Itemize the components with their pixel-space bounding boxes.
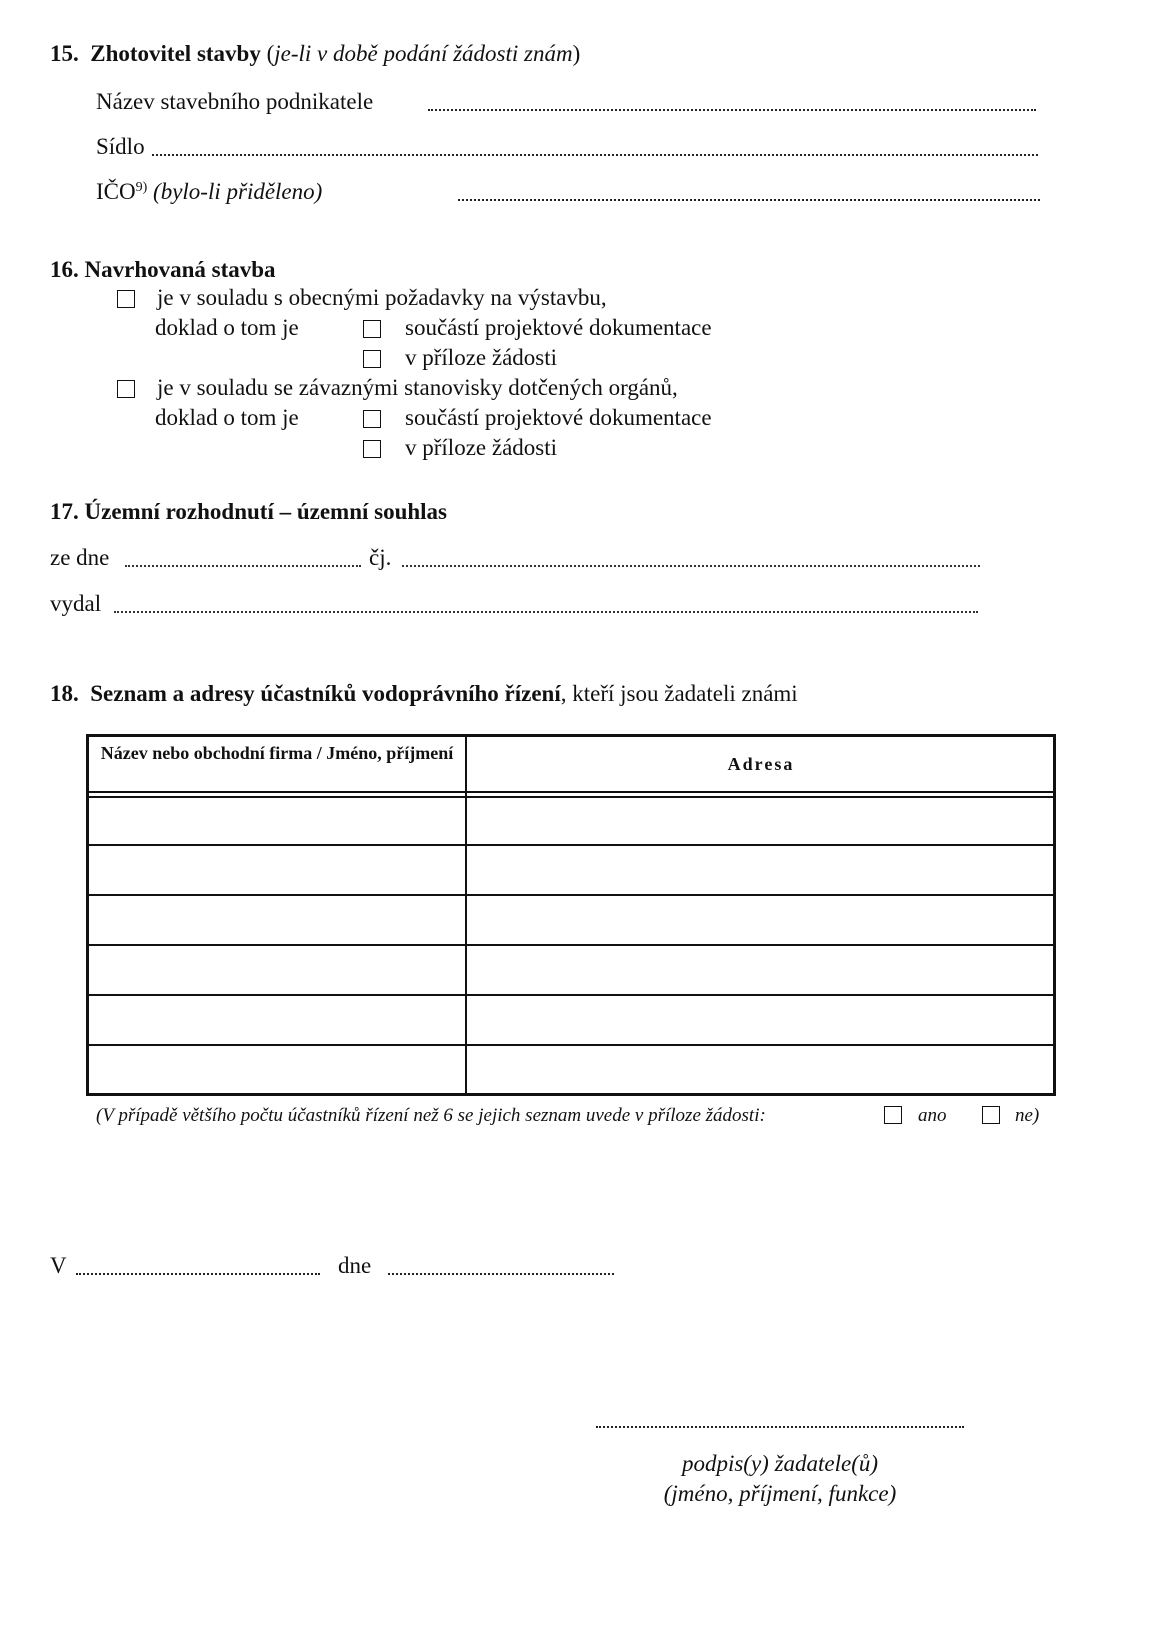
compliance-authorities-label: je v souladu se závaznými stanovisky dotčených orgánů, <box>157 375 678 400</box>
section-15-note: je-li v době podání žádosti znám <box>274 41 573 66</box>
table-row-3-address[interactable] <box>467 896 1053 944</box>
table-row-1-name[interactable] <box>89 796 463 844</box>
decision-issuer-label: vydal <box>50 591 102 616</box>
table-row-5-address[interactable] <box>467 996 1053 1044</box>
overflow-yes-checkbox[interactable] <box>884 1106 902 1124</box>
date-field[interactable] <box>388 1273 614 1275</box>
participants-overflow-note: (V případě většího počtu účastníků řízení než 6 se jejich seznam uvede v příloze žádosti: <box>96 1105 766 1126</box>
table-row-2-name[interactable] <box>89 846 463 894</box>
signature-caption-line1: podpis(y) žadatele(ů) <box>681 1451 879 1476</box>
place-label: V <box>50 1253 67 1278</box>
overflow-yes-label: ano <box>918 1105 947 1126</box>
contractor-ico-field[interactable] <box>458 199 1040 201</box>
proof-1-project-doc-checkbox[interactable] <box>363 320 381 338</box>
proof-label-2: doklad o tom je <box>155 405 299 430</box>
column-header-address: Adresa <box>727 754 795 774</box>
proof-2-attachment-checkbox[interactable] <box>363 440 381 458</box>
overflow-no-checkbox[interactable] <box>982 1106 1000 1124</box>
table-row-5-name[interactable] <box>89 996 463 1044</box>
contractor-seat-field[interactable] <box>152 154 1038 156</box>
table-row-2-address[interactable] <box>467 846 1053 894</box>
section-18-title: Seznam a adresy účastníků vodoprávního řízení <box>90 681 561 706</box>
column-header-name: Název nebo obchodní firma / Jméno, příjmení <box>100 743 454 763</box>
compliance-general-checkbox[interactable] <box>117 290 135 308</box>
ico-footnote: 9) <box>135 180 148 195</box>
compliance-authorities-checkbox[interactable] <box>117 380 135 398</box>
proof-1-project-doc-label: součástí projektové dokumentace <box>405 315 712 340</box>
participants-table <box>86 734 1056 1096</box>
decision-date-label: ze dne <box>50 545 110 570</box>
overflow-no-label: ne) <box>1015 1105 1040 1126</box>
decision-ref-field[interactable] <box>402 565 980 567</box>
proof-2-project-doc-checkbox[interactable] <box>363 410 381 428</box>
section-15-note-open: ( <box>266 41 275 66</box>
decision-date-field[interactable] <box>125 565 361 567</box>
section-18-heading <box>50 680 798 708</box>
section-15-title: Zhotovitel stavby <box>90 41 261 66</box>
proof-2-project-doc-label: součástí projektové dokumentace <box>405 405 712 430</box>
signature-caption-line2: (jméno, příjmení, funkce) <box>663 1481 897 1506</box>
place-field[interactable] <box>76 1273 320 1275</box>
section-17-title: 17. Územní rozhodnutí – územní souhlas <box>50 499 448 524</box>
section-15-number: 15. <box>50 41 79 66</box>
ico-label: IČO <box>96 179 136 204</box>
contractor-seat-label: Sídlo <box>96 134 145 159</box>
decision-issuer-field[interactable] <box>114 611 978 613</box>
section-16-title: 16. Navrhovaná stavba <box>50 257 276 282</box>
contractor-name-field[interactable] <box>428 109 1036 111</box>
section-15-note-close: ) <box>572 41 581 66</box>
table-row-3-name[interactable] <box>89 896 463 944</box>
proof-1-attachment-checkbox[interactable] <box>363 350 381 368</box>
proof-1-attachment-label: v příloze žádosti <box>405 345 558 370</box>
section-18-title-rest: , kteří jsou žadateli známi <box>560 681 798 706</box>
table-row-6-name[interactable] <box>89 1046 463 1093</box>
ico-note: (bylo-li přiděleno) <box>153 179 323 204</box>
proof-label-1: doklad o tom je <box>155 315 299 340</box>
table-row-6-address[interactable] <box>467 1046 1053 1093</box>
table-row-4-name[interactable] <box>89 946 463 994</box>
section-18-number: 18. <box>50 681 79 706</box>
compliance-general-label: je v souladu s obecnými požadavky na výstavbu, <box>157 285 607 310</box>
signature-line[interactable] <box>596 1426 964 1428</box>
proof-2-attachment-label: v příloze žádosti <box>405 435 558 460</box>
section-15-heading <box>50 40 580 68</box>
table-row-1-address[interactable] <box>467 796 1053 844</box>
contractor-name-label: Název stavebního podnikatele <box>96 89 374 114</box>
contractor-ico-label <box>96 178 322 206</box>
decision-ref-label: čj. <box>369 545 392 570</box>
table-row-4-address[interactable] <box>467 946 1053 994</box>
date-label: dne <box>338 1253 372 1278</box>
